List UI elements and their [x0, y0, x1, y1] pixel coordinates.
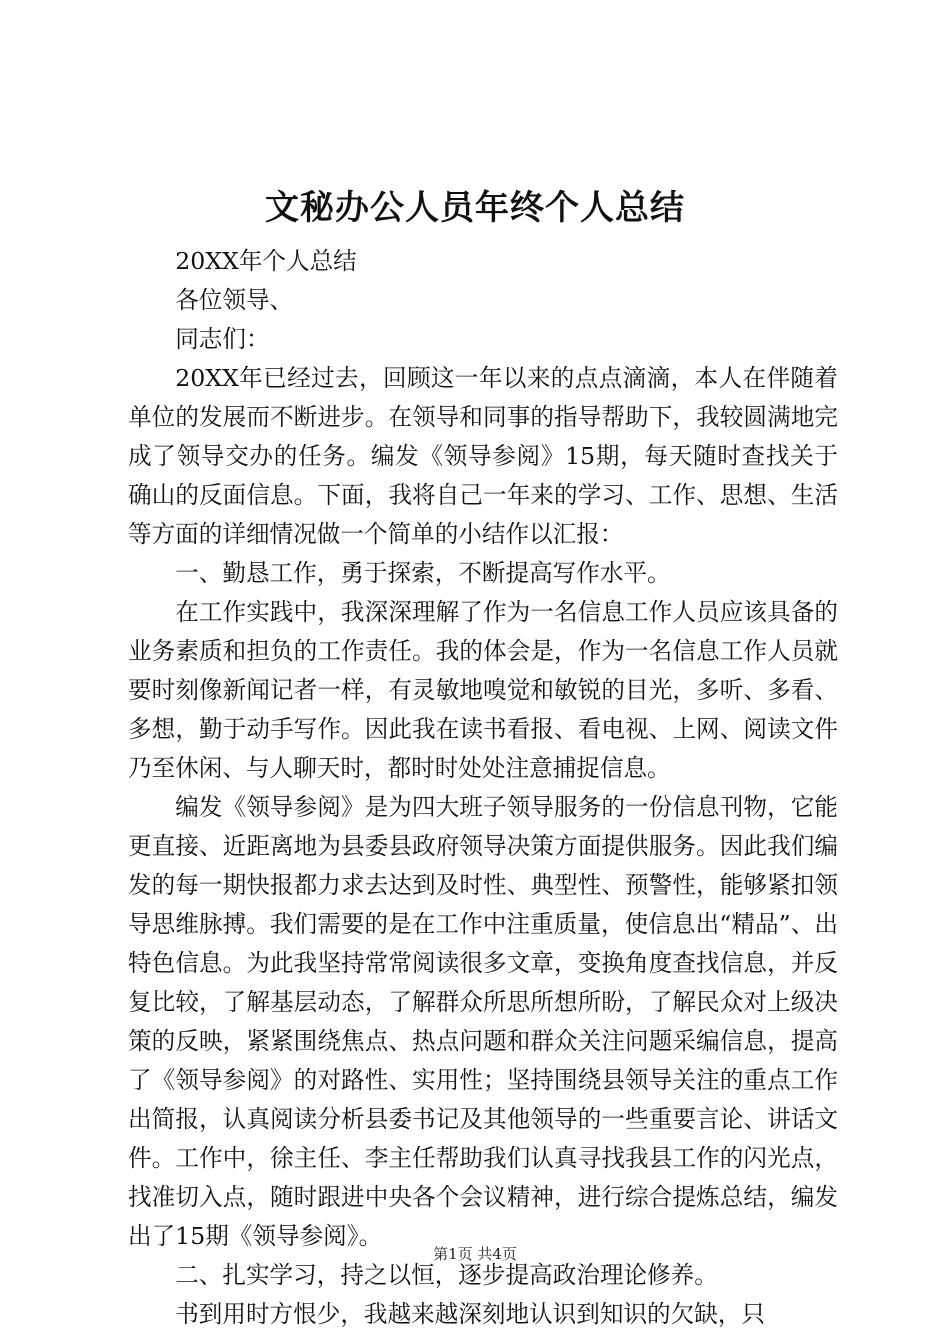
body-paragraph: 编发《领导参阅》是为四大班子领导服务的一份信息刊物，它能更直接、近距离地为县委县政府领导决策方面提供服务。因此我们编发的每一期快报都力求去达到及时性、典型性、预警性，能够紧扣领导思维脉搏。我们需要的是在工作中注重质量，使信息出“精品”、出特色信息。为此我坚持常常阅读很多文章，变换角度查找信息，并反复比较，了解基层动态，了解群众所思所想所盼，了解民众对上级决策的反映，紧紧围绕焦点、热点问题和群众关注问题采编信息，提高了《领导参阅》的对路性、实用性；坚持围绕县领导关注的重点工作出简报，认真阅读分析县委书记及其他领导的一些重要言论、讲话文件。工作中，徐主任、李主任帮助我们认真寻找我县工作的闪光点，找准切入点，随时跟进中央各个会议精神，进行综合提炼总结，编发出了15期《领导参阅》。 [128, 793, 838, 1250]
salutation-line-2: 同志们： [175, 325, 270, 353]
paragraph-heading-line: 20XX年个人总结 [175, 247, 357, 275]
document-body [128, 206, 838, 1334]
section-heading: 二、扎实学习，持之以恒，逐步提高政治理论修养。 [175, 1261, 718, 1289]
body-paragraph: 书到用时方恨少，我越来越深刻地认识到知识的欠缺，只 [175, 1300, 766, 1328]
body-paragraph: 在工作实践中，我深深理解了作为一名信息工作人员应该具备的业务素质和担负的工作责任。我的体会是，作为一名信息工作人员就要时刻像新闻记者一样，有灵敏地嗅觉和敏锐的目光，多听、多看、多想，勤于动手写作。因此我在读书看报、看电视、上网、阅读文件乃至休闲、与人聊天时，都时时处处注意捕捉信息。 [128, 598, 838, 782]
page-number-footer: 第1页 共4页 [433, 1245, 517, 1263]
body-paragraph: 20XX年已经过去，回顾这一年以来的点点滴滴，本人在伴随着单位的发展而不断进步。在领导和同事的指导帮助下，我较圆满地完成了领导交办的任务。编发《领导参阅》15期，每天随时查找关于确山的反面信息。下面，我将自己一年来的学习、工作、思想、生活等方面的详细情况做一个简单的小结作以汇报： [128, 364, 838, 548]
document-title: 文秘办公人员年终个人总结 [265, 188, 685, 228]
section-heading: 一、勤恳工作，勇于探索，不断提高写作水平。 [175, 559, 671, 587]
salutation-line-1: 各位领导、 [175, 286, 294, 314]
